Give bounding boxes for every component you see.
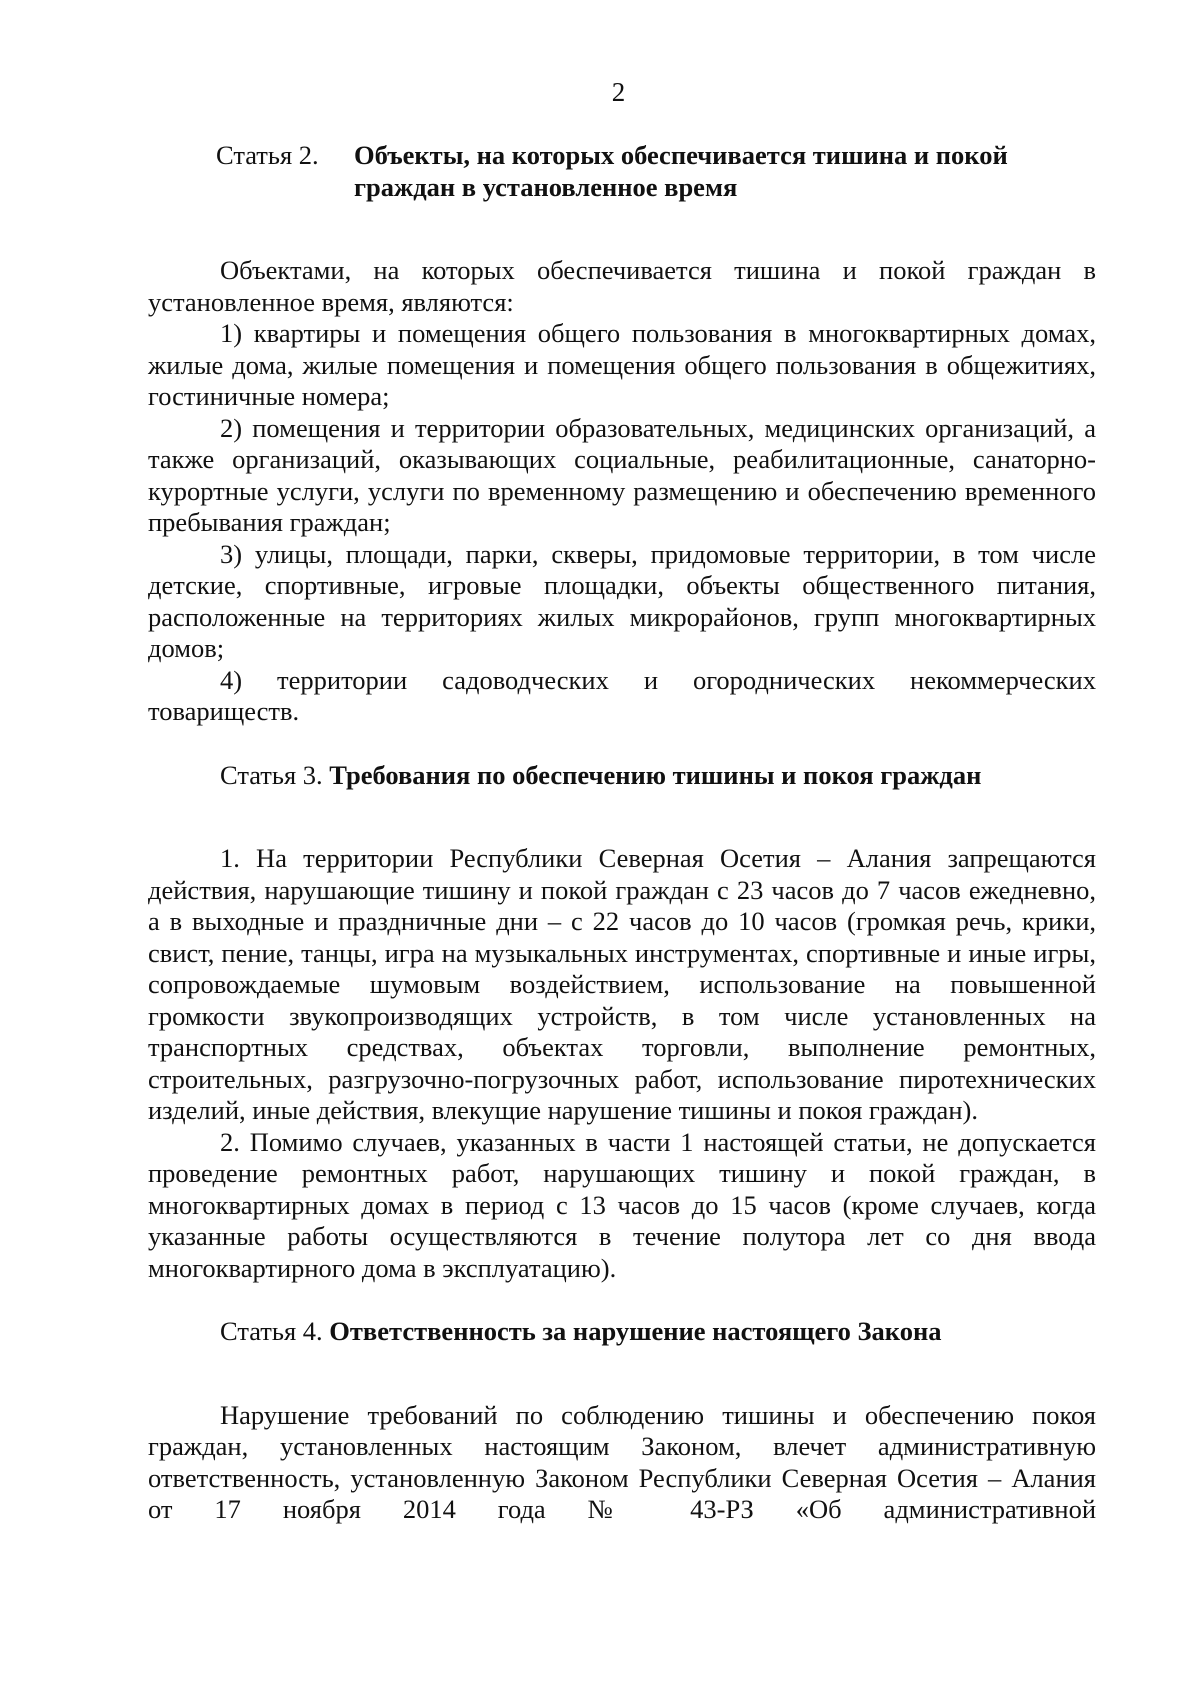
article-3-paragraph-2: 2. Помимо случаев, указанных в части 1 настоящей статьи, не допускается проведение ремонтных работ, нарушающих тишину и покой граждан, в многоквартирных домах в период с 13 часов до 15 часов (кроме случаев, когда указанные работы осуществляются в течение полутора лет со дня ввода многоквартирного дома в эксплуатацию).: [148, 1126, 1096, 1283]
page-number: 2: [611, 77, 626, 107]
article-2-number: Статья 2.: [216, 140, 319, 170]
article-4-number: Статья 4.: [220, 1316, 323, 1346]
article-3-title: Требования по обеспечению тишины и покоя граждан: [329, 759, 982, 790]
article-2-item-1: 1) квартиры и помещения общего пользования в многоквартирных домах, жилые дома, жилые помещения и помещения общего пользования в общежитиях, гостиничные номера;: [148, 318, 1096, 411]
article-2-item-3: 3) улицы, площади, парки, скверы, придомовые территории, в том числе детские, спортивные, игровые площадки, объекты общественного питания, расположенные на территориях жилых микрорайонов, групп многоквартирных домов;: [148, 538, 1096, 663]
article-2-title: Объекты, на которых обеспечивается тишина и покой граждан в установленное время: [354, 140, 1008, 202]
article-3-heading: [148, 760, 1096, 792]
article-2-intro: Объектами, на которых обеспечивается тишина и покой граждан в установленное время, являются:: [148, 255, 1096, 317]
article-4-paragraph: Нарушение требований по соблюдению тишины и обеспечению покоя граждан, установленных настоящим Законом, влечет административную ответственность, установленную Законом Республики Северная Осетия – Алания от 17 ноября 2014 года № 43-РЗ «Об административной: [148, 1399, 1096, 1524]
article-2-item-2: 2) помещения и территории образовательных, медицинских организаций, а также организаций, оказывающих социальные, реабилитационные, санаторно-курортные услуги, услуги по временному размещению и обеспечению временного пребывания граждан;: [148, 412, 1096, 537]
article-2-heading: [148, 140, 1096, 203]
document-body: [148, 140, 1096, 1526]
article-4-title: Ответственность за нарушение настоящего Закона: [329, 1316, 942, 1346]
article-3-paragraph-1: 1. На территории Республики Северная Осетия – Алания запрещаются действия, нарушающие тишину и покой граждан с 23 часов до 7 часов ежедневно, а в выходные и праздничные дни – с 22 часов до 10 часов (громкая речь, крики, свист, пение, танцы, игра на музыкальных инструментах, спортивные и иные игры, сопровождаемые шумовым воздействием, использование на повышенной громкости звукопроизводящих устройств, в том числе установленных на транспортных средствах, объектах торговли, выполнение ремонтных, строительных, разгрузочно-погрузочных работ, использование пиротехнических изделий, иные действия, влекущие нарушение тишины и покоя граждан).: [148, 843, 1096, 1125]
article-3-number: Статья 3.: [220, 759, 323, 790]
article-2-item-4: 4) территории садоводческих и огороднических некоммерческих товариществ.: [148, 664, 1096, 726]
article-4-heading: [148, 1316, 1096, 1348]
